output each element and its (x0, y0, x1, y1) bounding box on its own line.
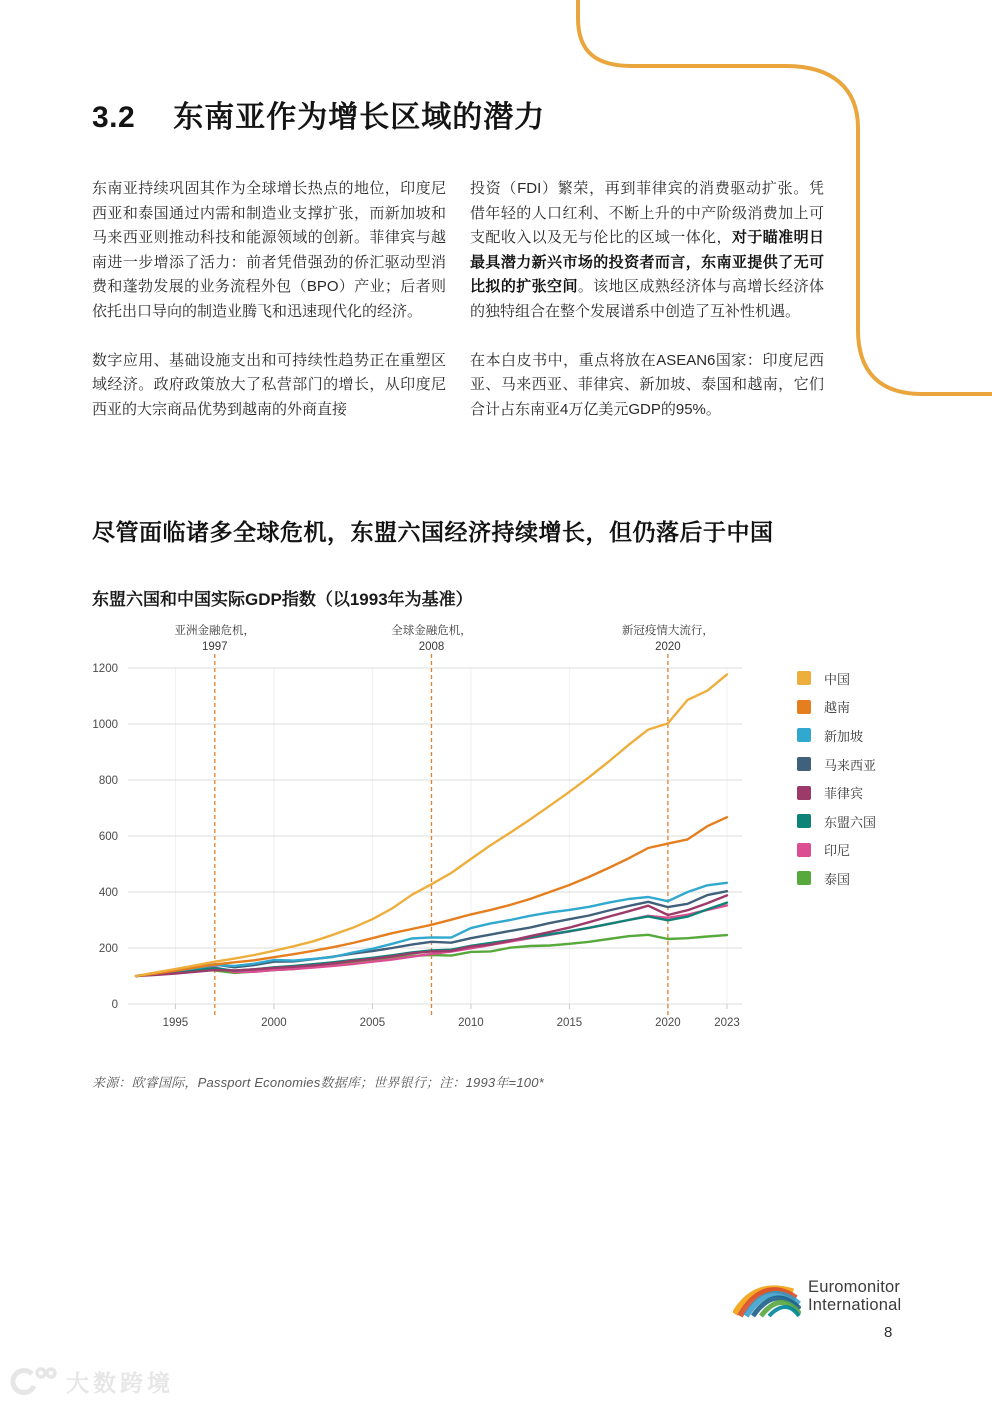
body-columns (92, 177, 824, 446)
legend-label: 中国 (824, 671, 851, 687)
legend-label: 东盟六国 (824, 814, 877, 830)
chart-headline: 尽管面临诸多全球危机，东盟六国经济持续增长，但仍落后于中国 (92, 519, 774, 545)
paragraph: 在本白皮书中，重点将放在ASEAN6国家：印度尼西亚、马来西亚、菲律宾、新加坡、泰国和越南，它们合计占东南亚4万亿美元GDP的95%。 (470, 351, 824, 418)
svg-text:400: 400 (98, 887, 118, 899)
svg-text:0: 0 (111, 999, 118, 1011)
paragraph-text: 。该地区成熟经济体与高增长经济体的独特组合在整个发展谱系中创造了互补性机遇。 (470, 278, 824, 320)
gdp-chart (90, 620, 790, 1040)
svg-text:全球金融危机，: 全球金融危机， (391, 625, 472, 637)
section-number: 3.2 (92, 101, 136, 134)
svg-text:新冠疫情大流行，: 新冠疫情大流行， (621, 625, 714, 637)
watermark-text: 大数跨境 (66, 1370, 174, 1396)
legend-label: 越南 (824, 700, 851, 716)
svg-text:2020: 2020 (655, 641, 681, 653)
svg-text:1995: 1995 (162, 1017, 189, 1029)
legend-item (797, 778, 876, 807)
paragraph: 数字应用、基础设施支出和可持续性趋势正在重塑区域经济。政府政策放大了私营部门的增长，从印度尼西亚的大宗商品优势到越南的外商直接 (92, 351, 446, 418)
legend (797, 664, 876, 893)
svg-text:2023: 2023 (714, 1017, 740, 1029)
svg-text:2008: 2008 (418, 641, 445, 653)
svg-text:2000: 2000 (261, 1017, 287, 1029)
svg-text:1000: 1000 (92, 719, 118, 731)
legend-label: 新加坡 (824, 728, 864, 744)
watermark (10, 1364, 230, 1400)
legend-swatch (797, 671, 811, 685)
legend-item (797, 693, 876, 722)
chart-title: 东盟六国和中国实际GDP指数（以1993年为基准） (92, 590, 473, 609)
legend-item (797, 750, 876, 779)
svg-text:2010: 2010 (458, 1017, 484, 1029)
legend-swatch (797, 786, 811, 800)
paragraph-bold-text: 对于瞄准明日最具潜力新兴市场的投资者而言，东南亚提供了无可比拟的扩张空间 (470, 229, 824, 296)
section-heading (92, 92, 545, 136)
svg-text:2005: 2005 (359, 1017, 386, 1029)
left-column (92, 177, 446, 446)
legend-swatch (797, 843, 811, 857)
paragraph-text: 投资（FDI）繁荣，再到菲律宾的消费驱动扩张。凭借年轻的人口红利、不断上升的中产阶级消费加上可支配收入以及无与伦比的区域一体化， (470, 180, 824, 247)
source-note: 来源：欧睿国际，Passport Economies数据库；世界银行；注：1993年=100* (92, 1075, 544, 1090)
legend-label: 马来西亚 (824, 757, 877, 773)
brand-name (808, 1278, 901, 1314)
watermark-logo (13, 1369, 55, 1393)
chart-svg (90, 620, 790, 1040)
page-number: 8 (884, 1324, 893, 1341)
paragraph (470, 177, 824, 325)
svg-text:1997: 1997 (202, 641, 228, 653)
right-column (470, 177, 824, 446)
brand-line1: Euromonitor (808, 1278, 901, 1296)
legend-label: 印尼 (824, 843, 851, 859)
svg-text:亚洲金融危机，: 亚洲金融危机， (174, 625, 256, 637)
svg-text:600: 600 (98, 831, 118, 843)
legend-item (797, 864, 876, 893)
section-title: 东南亚作为增长区域的潜力 (173, 101, 546, 134)
legend-swatch (797, 700, 811, 714)
svg-text:2020: 2020 (655, 1017, 681, 1029)
legend-item (797, 664, 876, 693)
legend-item (797, 721, 876, 750)
legend-swatch (797, 871, 811, 885)
paragraph: 东南亚持续巩固其作为全球增长热点的地位，印度尼西亚和泰国通过内需和制造业支撑扩张，而新加坡和马来西亚则推动科技和能源领域的创新。菲律宾与越南进一步增添了活力：前者凭借强劲的侨汇驱动型消费和蓬勃发展的业务流程外包（BPO）产业；后者则依托出口导向的制造业腾飞和迅速现代化的经济。 (92, 180, 446, 320)
legend-swatch (797, 814, 811, 828)
svg-text:200: 200 (98, 943, 118, 955)
legend-label: 菲律宾 (824, 786, 864, 802)
legend-label: 泰国 (824, 871, 851, 887)
brand-line2: International (808, 1296, 902, 1314)
svg-text:800: 800 (98, 775, 118, 787)
legend-swatch (797, 728, 811, 742)
svg-text:1200: 1200 (92, 663, 118, 675)
svg-text:2015: 2015 (556, 1017, 583, 1029)
legend-item (797, 836, 876, 865)
euromonitor-logo (733, 1276, 801, 1318)
legend-item (797, 807, 876, 836)
legend-swatch (797, 757, 811, 771)
